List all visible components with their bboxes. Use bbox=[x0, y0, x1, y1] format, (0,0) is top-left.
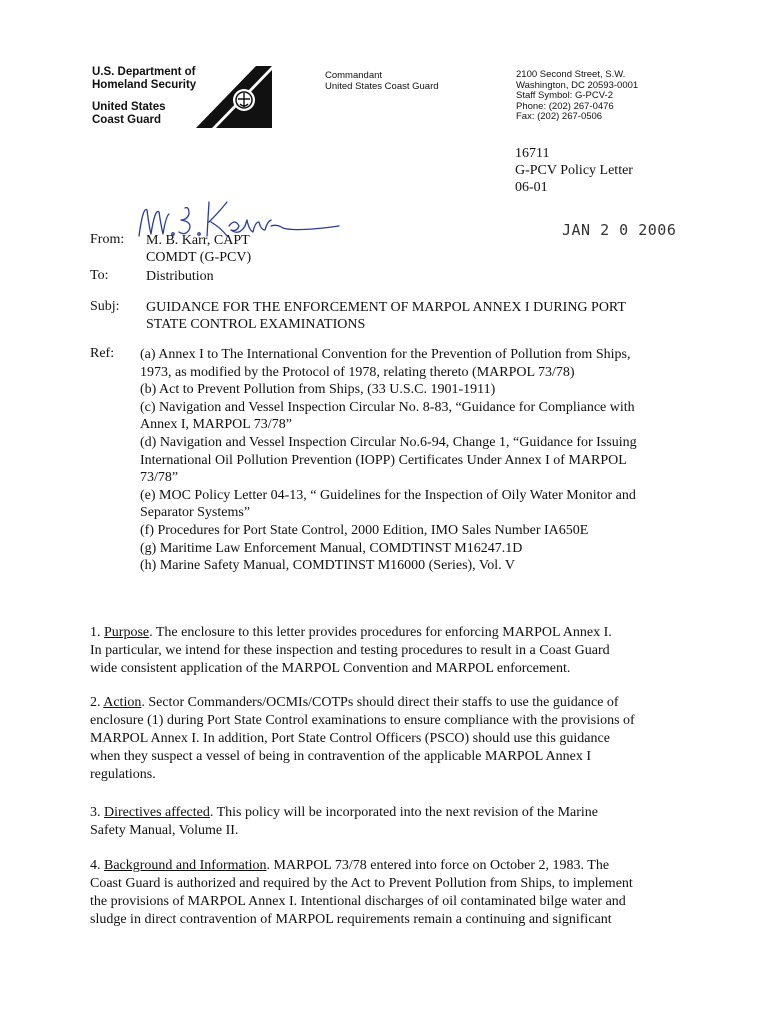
reference-line: (c) Navigation and Vessel Inspection Circular No. 8-83, “Guidance for Compliance with bbox=[140, 399, 635, 415]
policy-identifier bbox=[515, 145, 633, 196]
paragraph-purpose bbox=[90, 624, 690, 678]
paragraph-text: . This policy will be incorporated into the next revision of the Marine bbox=[209, 805, 599, 820]
paragraph-line: Coast Guard is authorized and required by the Act to Prevent Pollution from Ships, to implement bbox=[90, 876, 633, 891]
reference-item bbox=[140, 557, 700, 575]
policy-line: 16711 bbox=[515, 146, 550, 161]
commandant-line: Commandant bbox=[325, 70, 383, 81]
paragraph-text: . MARPOL 73/78 entered into force on October 2, 1983. The bbox=[266, 858, 610, 873]
paragraph-number: 1. bbox=[90, 625, 101, 640]
paragraph-heading: Action bbox=[103, 695, 142, 710]
subject-line: GUIDANCE FOR THE ENFORCEMENT OF MARPOL ANNEX I DURING PORT bbox=[146, 300, 626, 315]
paragraph-heading: Directives affected bbox=[104, 805, 210, 820]
paragraph-action bbox=[90, 694, 690, 784]
from-label: From: bbox=[90, 232, 125, 247]
to-label: To: bbox=[90, 268, 109, 283]
reference-item bbox=[140, 381, 700, 399]
address-block bbox=[516, 70, 638, 123]
agency-line: U.S. Department of bbox=[92, 66, 196, 78]
paragraph-line bbox=[90, 694, 690, 712]
paragraph-line: when they suspect a vessel of being in contravention of the applicable MARPOL Annex I bbox=[90, 749, 592, 764]
from-line: M. B. Karr, CAPT bbox=[146, 233, 250, 248]
agency-line: Coast Guard bbox=[92, 114, 162, 126]
reference-line: (h) Marine Safety Manual, COMDTINST M16000 (Series), Vol. V bbox=[140, 558, 515, 574]
address-line: Washington, DC 20593-0001 bbox=[516, 79, 639, 91]
policy-line: G-PCV Policy Letter bbox=[515, 163, 633, 178]
reference-item bbox=[140, 399, 700, 434]
address-line: Phone: (202) 267-0476 bbox=[516, 100, 614, 112]
reference-line: (f) Procedures for Port State Control, 2000 Edition, IMO Sales Number IA650E bbox=[140, 522, 589, 538]
subject bbox=[146, 299, 626, 333]
paragraph-text: . The enclosure to this letter provides procedures for enforcing MARPOL Annex I. bbox=[149, 625, 612, 640]
reference-line: International Oil Pollution Prevention (IOPP) Certificates Under Annex I of MARPOL bbox=[140, 452, 627, 468]
paragraph-line: MARPOL Annex I. In addition, Port State Control Officers (PSCO) should use this guidance bbox=[90, 731, 610, 746]
to-value: Distribution bbox=[146, 269, 214, 284]
subject-line: STATE CONTROL EXAMINATIONS bbox=[146, 317, 366, 332]
reference-line: 1973, as modified by the Protocol of 1978, relating thereto (MARPOL 73/78) bbox=[140, 364, 575, 380]
reference-line: (g) Maritime Law Enforcement Manual, COMDTINST M16247.1D bbox=[140, 540, 523, 556]
agency-block bbox=[92, 66, 196, 127]
from-line: COMDT (G-PCV) bbox=[146, 250, 252, 265]
paragraph-line: enclosure (1) during Port State Control examinations to ensure compliance with the provisions of bbox=[90, 713, 635, 728]
reference-line: (b) Act to Prevent Pollution from Ships, (33 U.S.C. 1901-1911) bbox=[140, 382, 496, 398]
paragraph-heading: Purpose bbox=[104, 625, 150, 640]
date-stamp: JAN 2 0 2006 bbox=[562, 221, 677, 239]
commandant-line: United States Coast Guard bbox=[325, 81, 439, 92]
address-line: Staff Symbol: G-PCV-2 bbox=[516, 90, 613, 101]
reference-line: 73/78” bbox=[140, 470, 179, 486]
paragraph-number: 2. bbox=[90, 695, 101, 710]
from-value bbox=[146, 232, 251, 266]
address-line: Fax: (202) 267-0506 bbox=[516, 111, 603, 122]
paragraph-line: wide consistent application of the MARPOL Convention and MARPOL enforcement. bbox=[90, 661, 571, 676]
reference-item bbox=[140, 540, 700, 558]
paragraph-line: sludge in direct contravention of MARPOL requirements remain a continuing and significant bbox=[90, 912, 612, 927]
paragraph-line: the provisions of MARPOL Annex I. Intentional discharges of oil contaminated bilge water and bbox=[90, 894, 626, 909]
reference-item bbox=[140, 346, 700, 381]
paragraph-heading: Background and Information bbox=[104, 858, 267, 873]
paragraph-directives bbox=[90, 804, 690, 840]
paragraph-line: regulations. bbox=[90, 767, 156, 782]
reference-line: (a) Annex I to The International Convention for the Prevention of Pollution from Ships, bbox=[140, 347, 631, 362]
ref-label: Ref: bbox=[90, 346, 115, 361]
paragraph-line: Safety Manual, Volume II. bbox=[90, 823, 239, 838]
agency-line: United States bbox=[92, 101, 166, 113]
agency-line: Homeland Security bbox=[92, 79, 197, 91]
reference-item bbox=[140, 522, 700, 540]
paragraph-background bbox=[90, 857, 690, 929]
subj-label: Subj: bbox=[90, 299, 120, 314]
address-line: 2100 Second Street, S.W. bbox=[516, 69, 626, 80]
reference-item bbox=[140, 487, 700, 522]
commandant-block bbox=[325, 70, 439, 92]
paragraph-line bbox=[90, 857, 690, 875]
reference-line: Separator Systems” bbox=[140, 505, 251, 521]
reference-line: (e) MOC Policy Letter 04-13, “ Guidelines for the Inspection of Oily Water Monitor and bbox=[140, 487, 636, 503]
paragraph-number: 3. bbox=[90, 805, 101, 820]
policy-line: 06-01 bbox=[515, 180, 548, 195]
reference-line: Annex I, MARPOL 73/78” bbox=[140, 417, 292, 433]
paragraph-line: In particular, we intend for these inspection and testing procedures to result in a Coast Guard bbox=[90, 643, 610, 658]
paragraph-number: 4. bbox=[90, 858, 101, 873]
paragraph-text: . Sector Commanders/OCMIs/COTPs should direct their staffs to use the guidance of bbox=[141, 695, 619, 710]
reference-item bbox=[140, 434, 700, 487]
reference-list bbox=[140, 346, 700, 575]
reference-line: (d) Navigation and Vessel Inspection Circular No.6-94, Change 1, “Guidance for Issuing bbox=[140, 434, 637, 450]
paragraph-line bbox=[90, 624, 690, 642]
coast-guard-logo bbox=[196, 66, 272, 128]
paragraph-line bbox=[90, 804, 690, 822]
